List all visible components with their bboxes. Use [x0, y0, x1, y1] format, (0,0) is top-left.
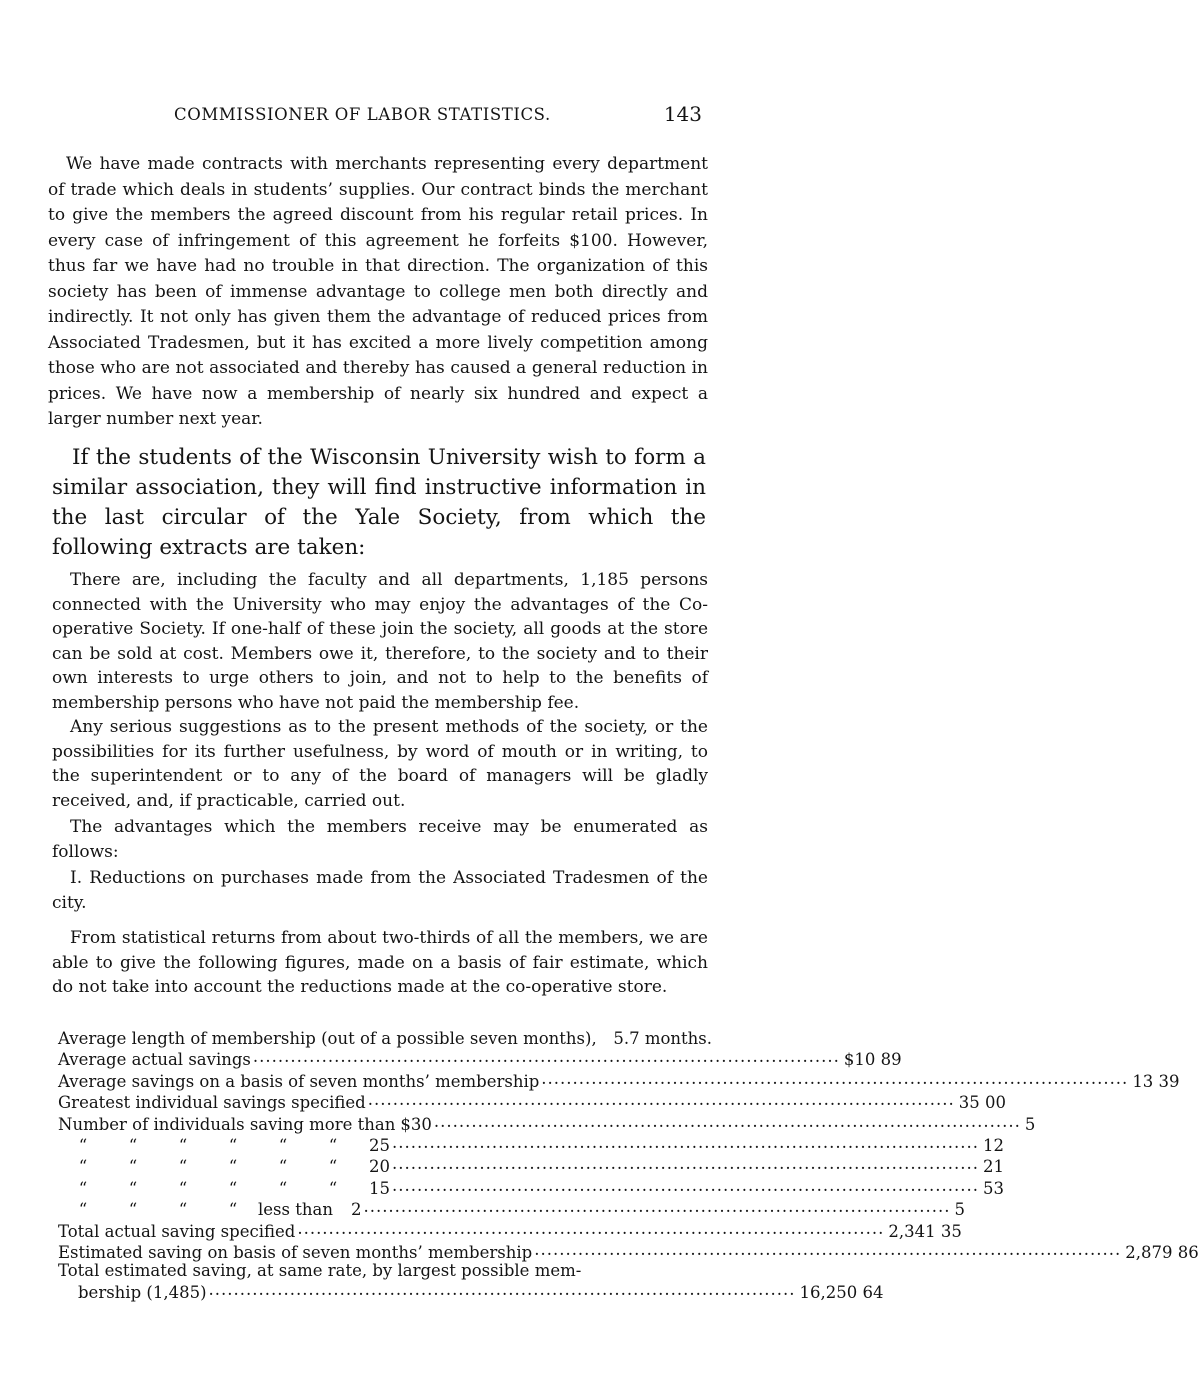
threshold-count: 53	[983, 1178, 1005, 1198]
dot-leader: ..............................................................................................	[392, 1133, 980, 1153]
table-row	[58, 1111, 1036, 1134]
ditto-mark: “	[78, 1178, 88, 1198]
paragraph-reductions: I. Reductions on purchases made from the Associated Tradesmen of the city.	[52, 868, 708, 913]
greatest-label: Greatest individual savings specified	[58, 1093, 366, 1113]
number-label: Number of individuals saving more than	[58, 1114, 396, 1134]
ditto-mark: “	[228, 1178, 238, 1198]
threshold-amount: 2	[350, 1200, 362, 1220]
ditto-mark: “	[128, 1200, 138, 1220]
table-row	[58, 1068, 1180, 1091]
ditto-mark: “	[178, 1157, 188, 1177]
table-row	[58, 1262, 712, 1280]
paragraph-contracts: We have made contracts with merchants representing every department of trade which deals in students’ supplies. Our contract binds the merchant to give the members the agreed discount from his regular retail prices. In every case of infringement of this agreement he forfeits $100. However, thus far we have had no trouble in that direction. The organization of this society has been of immense advantage to college men both directly and indirectly. It not only has given them the advantage of reduced prices from Associated Tradesmen, but it has excited a more lively competition among those who are not associated and thereby has caused a general reduction in prices. We have now a membership of nearly six hundred and expect a larger number next year.	[48, 154, 708, 429]
threshold-amount: $30	[400, 1114, 432, 1134]
avg-seven-label: Average savings on a basis of seven months’ membership	[58, 1071, 540, 1091]
ditto-marks	[58, 1201, 258, 1219]
ditto-mark: “	[228, 1157, 238, 1177]
dot-leader: ..............................................................................................	[297, 1218, 885, 1238]
threshold-amount: 20	[369, 1157, 390, 1177]
ditto-mark: “	[328, 1157, 338, 1177]
ditto-mark: “	[78, 1157, 88, 1177]
dot-leader: ..............................................................................................	[208, 1279, 796, 1299]
ditto-mark: “	[278, 1178, 288, 1198]
ditto-mark: “	[178, 1200, 188, 1220]
table-row	[58, 1279, 884, 1302]
estimated-value: 2,879 86	[1125, 1243, 1199, 1263]
dot-leader: ..............................................................................................	[252, 1047, 840, 1067]
table-row	[58, 1218, 962, 1241]
ditto-mark: “	[228, 1136, 238, 1156]
avg-seven-value: 13 39	[1132, 1071, 1180, 1091]
threshold-count: 21	[983, 1157, 1005, 1177]
savings-statistics-table	[58, 1029, 1199, 1302]
ditto-marks	[58, 1180, 358, 1198]
table-row	[58, 1175, 1005, 1198]
paragraph-advantages: The advantages which the members receive may be enumerated as follows:	[52, 817, 708, 862]
dot-leader: ..............................................................................................	[392, 1175, 980, 1195]
paragraph-suggestions: Any serious suggestions as to the present methods of the society, or the possibilities for its further usefulness, by word of mouth or in writing, to the superintendent or to any of the board of managers will be gladly received, and, if practicable, carried out.	[52, 717, 708, 811]
total-estimated-label-1: Total estimated saving, at same rate, by largest possible mem-	[58, 1261, 582, 1281]
ditto-mark: “	[178, 1136, 188, 1156]
ditto-mark: “	[178, 1178, 188, 1198]
avg-actual-label: Average actual savings	[58, 1050, 251, 1070]
total-estimated-value: 16,250 64	[799, 1282, 884, 1302]
threshold-count: 5	[954, 1200, 965, 1220]
ditto-mark: “	[128, 1178, 138, 1198]
greatest-value: 35 00	[958, 1093, 1007, 1113]
less-than-label: less than	[258, 1200, 333, 1220]
ditto-marks	[58, 1137, 358, 1155]
avg-length-value: 5.7 months.	[613, 1029, 712, 1048]
ditto-mark: “	[278, 1136, 288, 1156]
total-actual-label: Total actual saving specified	[58, 1221, 296, 1241]
dot-leader: ..............................................................................................	[392, 1154, 980, 1174]
total-actual-value: 2,341 35	[888, 1221, 962, 1241]
dot-leader: ..............................................................................................	[363, 1197, 951, 1217]
table-row	[58, 1030, 712, 1048]
ditto-marks	[58, 1158, 358, 1176]
table-row	[58, 1133, 1005, 1156]
ditto-mark: “	[128, 1157, 138, 1177]
ditto-mark: “	[228, 1200, 238, 1220]
estimated-label: Estimated saving on basis of seven months’ membership	[58, 1243, 533, 1263]
table-row	[58, 1090, 1007, 1113]
ditto-mark: “	[328, 1136, 338, 1156]
dot-leader: ..............................................................................................	[367, 1090, 955, 1110]
threshold-amount: 15	[369, 1178, 390, 1198]
total-estimated-label-2: bership (1,485)	[78, 1282, 207, 1302]
ditto-mark: “	[328, 1178, 338, 1198]
dot-leader: ..............................................................................................	[433, 1111, 1021, 1131]
running-head	[48, 102, 708, 128]
table-row	[58, 1197, 965, 1220]
dot-leader: ..............................................................................................	[541, 1068, 1129, 1088]
table-row	[58, 1047, 902, 1070]
avg-actual-value: $10 89	[843, 1050, 902, 1070]
ditto-mark: “	[78, 1136, 88, 1156]
dot-leader: ..............................................................................................	[534, 1240, 1122, 1260]
ditto-mark: “	[78, 1200, 88, 1220]
table-row	[58, 1154, 1005, 1177]
threshold-count: 5	[1024, 1114, 1036, 1134]
table-row	[58, 1240, 1199, 1263]
paragraph-persons-connected: There are, including the faculty and all departments, 1,185 persons connected with the University who may enjoy the advantages of the Co-operative Society. If one-half of these join the society, all goods at the store can be sold at cost. Members owe it, therefore, to the society and to their own interests to urge others to join, and not to help to the benefits of membership persons who have not paid the membership fee.	[52, 570, 708, 713]
page-number: 143	[663, 102, 702, 126]
paragraph-wisconsin-intro: If the students of the Wisconsin University wish to form a similar association, they will find instructive information in the last circular of the Yale Society, from which the following extracts are taken:	[52, 445, 706, 560]
ditto-mark: “	[128, 1136, 138, 1156]
avg-length-label: Average length of membership (out of a possible seven months),	[58, 1029, 597, 1048]
threshold-amount: 25	[369, 1136, 390, 1156]
threshold-count: 12	[983, 1136, 1005, 1156]
ditto-mark: “	[278, 1157, 288, 1177]
paragraph-statistical-returns: From statistical returns from about two-thirds of all the members, we are able to give the following figures, made on a basis of fair estimate, which do not take into account the reductions made at the co-operative store.	[52, 928, 708, 997]
running-title: COMMISSIONER OF LABOR STATISTICS.	[174, 105, 551, 124]
